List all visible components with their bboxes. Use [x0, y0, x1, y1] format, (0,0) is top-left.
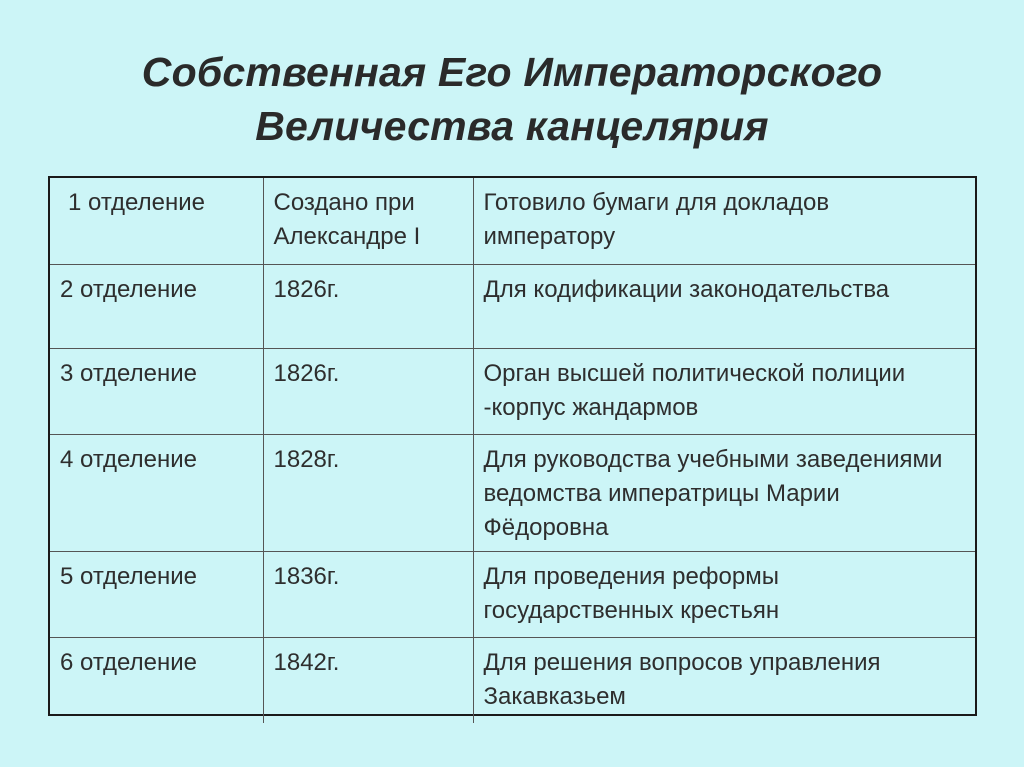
created-cell: 1828г. — [263, 434, 473, 551]
created-cell: 1826г. — [263, 264, 473, 348]
purpose-cell: Готовило бумаги для докладов императору — [473, 178, 975, 264]
department-cell: 1 отделение — [50, 178, 263, 264]
department-cell: 5 отделение — [50, 551, 263, 637]
purpose-cell: Орган высшей политической полиции -корпус жандармов — [473, 348, 975, 434]
department-cell: 4 отделение — [50, 434, 263, 551]
table-row — [50, 551, 975, 637]
created-cell: 1836г. — [263, 551, 473, 637]
title-line-2: Величества канцелярия — [255, 103, 769, 150]
created-cell: 1826г. — [263, 348, 473, 434]
purpose-cell: Для решения вопросов управления Закавказьем — [473, 637, 975, 723]
table-row — [50, 178, 975, 264]
table-row — [50, 348, 975, 434]
department-cell: 3 отделение — [50, 348, 263, 434]
purpose-cell: Для кодификации законодательства — [473, 264, 975, 348]
created-cell: 1842г. — [263, 637, 473, 723]
table-row — [50, 434, 975, 551]
department-cell: 6 отделение — [50, 637, 263, 723]
created-cell: Создано при Александре I — [263, 178, 473, 264]
slide-title — [0, 45, 1024, 153]
purpose-cell: Для проведения реформы государственных крестьян — [473, 551, 975, 637]
purpose-cell: Для руководства учебными заведениями ведомства императрицы Марии Фёдоровна — [473, 434, 975, 551]
table-row — [50, 637, 975, 723]
chancery-table-frame — [48, 176, 977, 716]
department-cell: 2 отделение — [50, 264, 263, 348]
title-line-1: Собственная Его Императорского — [141, 49, 883, 96]
table-row — [50, 264, 975, 348]
chancery-departments-table — [50, 178, 975, 723]
